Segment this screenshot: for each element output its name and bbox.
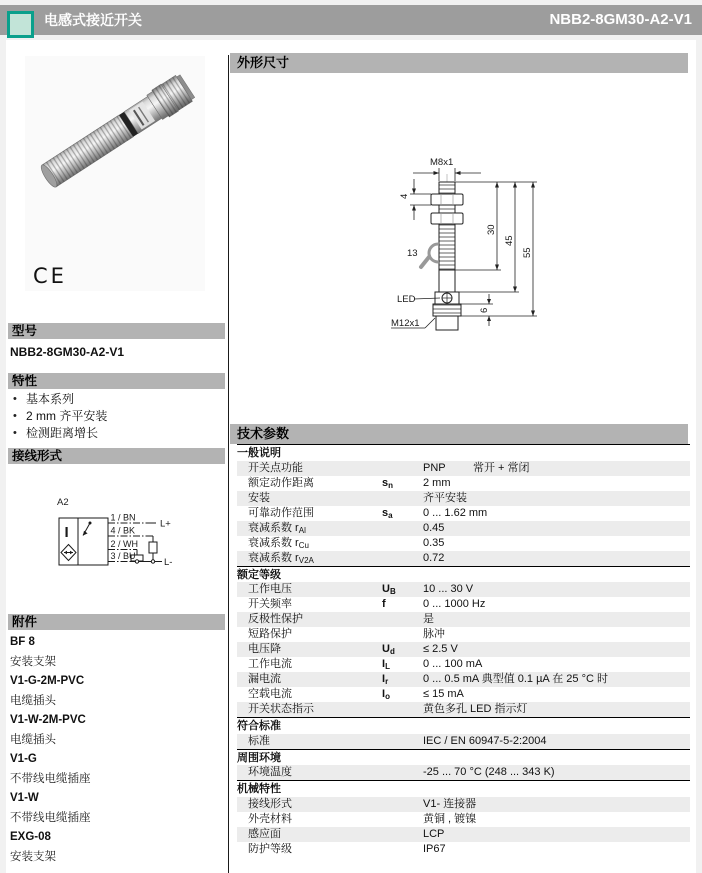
feature-label: 基本系列 bbox=[26, 392, 75, 406]
table-group-header: 机械特性 bbox=[237, 780, 690, 797]
accessory-description: 不带线电缆插座 bbox=[10, 772, 91, 785]
page-title: 电感式接近开关 bbox=[44, 12, 142, 28]
row-symbol: $U_B$ bbox=[382, 583, 396, 596]
mounting-nut bbox=[431, 194, 463, 205]
section-bar-dimensions: 外形尺寸 bbox=[230, 53, 688, 73]
table-row bbox=[237, 687, 690, 702]
row-symbol: $I_L$ bbox=[382, 658, 390, 671]
row-label: 防护等级 bbox=[248, 842, 292, 855]
row-label: 安装 bbox=[248, 491, 270, 504]
table-row bbox=[237, 842, 690, 857]
terminal-minus-label: L- bbox=[164, 557, 173, 568]
feature-item bbox=[10, 408, 222, 425]
feature-item bbox=[10, 391, 222, 408]
accessories-list bbox=[10, 633, 222, 867]
row-value: 脉冲 bbox=[423, 628, 445, 640]
accessory-name: V1-W-2M-PVC bbox=[10, 714, 86, 726]
row-label: 工作电压 bbox=[248, 583, 292, 595]
bullet-icon: • bbox=[13, 393, 17, 405]
accessory-name: V1-G bbox=[10, 753, 37, 765]
table-row bbox=[237, 812, 690, 827]
tech-table bbox=[237, 444, 690, 857]
table-row bbox=[237, 582, 690, 597]
table-row bbox=[237, 536, 690, 551]
row-value: IP67 bbox=[423, 842, 446, 855]
row-value: -25 ... 70 °C (248 ... 343 K) bbox=[423, 766, 555, 778]
bullet-icon: • bbox=[13, 427, 17, 439]
table-row bbox=[237, 797, 690, 812]
table-row bbox=[237, 627, 690, 642]
inductive-symbol: I bbox=[64, 524, 69, 541]
connector-thread bbox=[433, 304, 461, 316]
row-label: 衰减系数 $r_{Al}$ bbox=[248, 521, 306, 535]
table-group-header: 一般说明 bbox=[237, 444, 690, 461]
row-value: 0 ... 0.5 mA 典型值 0.1 µA 在 25 °C 时 bbox=[423, 673, 608, 685]
table-row bbox=[237, 461, 690, 476]
row-symbol: $I_r$ bbox=[382, 673, 389, 686]
dim-label-55: 55 bbox=[522, 247, 533, 258]
row-label: 漏电流 bbox=[248, 673, 281, 685]
mounting-nut bbox=[431, 213, 463, 224]
row-label: 额定动作距离 bbox=[248, 476, 314, 489]
row-value: 黄色多孔 LED 指示灯 bbox=[423, 703, 528, 715]
row-value: IEC / EN 60947-5-2:2004 bbox=[423, 734, 547, 747]
row-label: 接线形式 bbox=[248, 797, 292, 810]
brand-square-icon bbox=[7, 11, 34, 38]
row-label: 衰减系数 $r_{Cu}$ bbox=[248, 536, 309, 550]
bullet-icon: • bbox=[13, 410, 17, 422]
table-row bbox=[237, 672, 690, 687]
row-label: 开关点功能 bbox=[248, 461, 303, 474]
accessory-description: 电缆插头 bbox=[10, 694, 56, 707]
table-row bbox=[237, 551, 690, 566]
row-label: 标准 bbox=[248, 734, 270, 747]
row-label: 空载电流 bbox=[248, 688, 292, 700]
product-photo bbox=[25, 56, 205, 291]
row-value: 是 bbox=[423, 613, 434, 625]
feature-label: 2 mm 齐平安装 bbox=[26, 409, 108, 423]
accessory-description: 安装支架 bbox=[10, 850, 56, 863]
table-row bbox=[237, 476, 690, 491]
header-model-number: NBB2-8GM30-A2-V1 bbox=[549, 11, 692, 28]
row-value: ≤ 2.5 V bbox=[423, 643, 458, 655]
model-number: NBB2-8GM30-A2-V1 bbox=[10, 345, 125, 359]
row-symbol: $I_o$ bbox=[382, 688, 390, 701]
table-row bbox=[237, 734, 690, 749]
row-value: 0 ... 100 mA bbox=[423, 658, 483, 670]
row-symbol: $s_n$ bbox=[382, 476, 394, 490]
wire-label-bn: 1 / BN bbox=[110, 512, 136, 523]
row-value: V1- 连接器 bbox=[423, 797, 477, 810]
dimension-drawing bbox=[385, 152, 565, 332]
dim-label-led: LED bbox=[397, 294, 416, 305]
row-label: 感应面 bbox=[248, 827, 281, 840]
table-row bbox=[237, 657, 690, 672]
accessory-description: 不带线电缆插座 bbox=[10, 811, 91, 824]
row-value: PNP bbox=[423, 461, 446, 474]
row-label: 反极性保护 bbox=[248, 613, 303, 625]
row-label: 衰减系数 $r_{V2A}$ bbox=[248, 551, 314, 565]
row-value: 齐平安装 bbox=[423, 491, 467, 504]
wiring-diagram bbox=[50, 494, 180, 579]
row-label: 电压降 bbox=[248, 643, 281, 655]
table-group-header: 额定等级 bbox=[237, 566, 690, 583]
row-value: 10 ... 30 V bbox=[423, 583, 474, 595]
feature-item bbox=[10, 425, 222, 442]
sensor-body-outline bbox=[439, 270, 455, 292]
table-group-header: 符合标准 bbox=[237, 717, 690, 734]
table-row bbox=[237, 702, 690, 717]
table-row bbox=[237, 506, 690, 521]
row-value: LCP bbox=[423, 827, 445, 840]
row-value: ≤ 15 mA bbox=[423, 688, 464, 700]
accessory-name: EXG-08 bbox=[10, 831, 51, 843]
section-bar-model: 型号 bbox=[8, 323, 225, 339]
row-label: 环境温度 bbox=[248, 766, 292, 778]
section-bar-accessories: 附件 bbox=[8, 614, 225, 630]
dim-label-6: 6 bbox=[479, 307, 490, 313]
row-value: 2 mm bbox=[423, 476, 451, 489]
row-value: 黄铜 , 镀镍 bbox=[423, 812, 477, 825]
dim-label-4: 4 bbox=[399, 193, 410, 199]
row-value-2: 常开 + 常闭 bbox=[473, 461, 530, 474]
dim-label-m12: M12x1 bbox=[391, 318, 420, 329]
row-label: 工作电流 bbox=[248, 658, 292, 670]
feature-label: 检测距离增长 bbox=[26, 426, 99, 440]
dim-label-30: 30 bbox=[486, 224, 497, 235]
features-list bbox=[10, 391, 222, 442]
accessory-name: V1-G-2M-PVC bbox=[10, 675, 85, 687]
table-row bbox=[237, 765, 690, 780]
row-label: 开关状态指示 bbox=[248, 703, 314, 715]
row-value: 0.35 bbox=[423, 536, 445, 549]
table-row bbox=[237, 597, 690, 612]
header-bar bbox=[0, 5, 702, 35]
table-row bbox=[237, 827, 690, 842]
accessory-name: BF 8 bbox=[10, 636, 35, 648]
row-label: 短路保护 bbox=[248, 628, 292, 640]
row-symbol: $U_d$ bbox=[382, 643, 395, 656]
row-value: 0 ... 1000 Hz bbox=[423, 598, 486, 610]
accessory-description: 安装支架 bbox=[10, 655, 56, 668]
column-divider bbox=[228, 55, 229, 873]
table-row bbox=[237, 491, 690, 506]
section-bar-connection: 接线形式 bbox=[8, 448, 225, 464]
accessory-description: 电缆插头 bbox=[10, 733, 56, 746]
wire-label-wh: 2 / WH bbox=[110, 539, 139, 549]
row-label: 可靠动作范围 bbox=[248, 506, 314, 519]
accessory-name: V1-W bbox=[10, 792, 39, 804]
table-row bbox=[237, 612, 690, 627]
table-row bbox=[237, 521, 690, 536]
dim-label-45: 45 bbox=[504, 235, 515, 246]
dim-label-m8: M8x1 bbox=[430, 157, 454, 168]
wire-label-bu: 3 / BU bbox=[110, 551, 136, 561]
dim-label-13: 13 bbox=[407, 248, 418, 259]
section-bar-tech: 技术参数 bbox=[230, 424, 688, 444]
connector-tube bbox=[436, 316, 458, 330]
table-row bbox=[237, 642, 690, 657]
row-value: 0 ... 1.62 mm bbox=[423, 506, 488, 519]
row-symbol: f bbox=[382, 598, 386, 610]
terminal-plus-label: L+ bbox=[160, 518, 171, 530]
table-group-header: 周围环境 bbox=[237, 749, 690, 766]
wire-label-bk: 4 / BK bbox=[110, 525, 136, 536]
diagram-label: A2 bbox=[57, 497, 69, 508]
row-label: 开关频率 bbox=[248, 598, 292, 610]
section-bar-features: 特性 bbox=[8, 373, 225, 389]
row-value: 0.72 bbox=[423, 551, 445, 564]
ce-mark: CE bbox=[33, 264, 67, 288]
row-symbol: $s_a$ bbox=[382, 506, 393, 520]
row-value: 0.45 bbox=[423, 521, 445, 534]
load-resistor bbox=[149, 542, 157, 553]
row-label: 外壳材料 bbox=[248, 812, 292, 825]
